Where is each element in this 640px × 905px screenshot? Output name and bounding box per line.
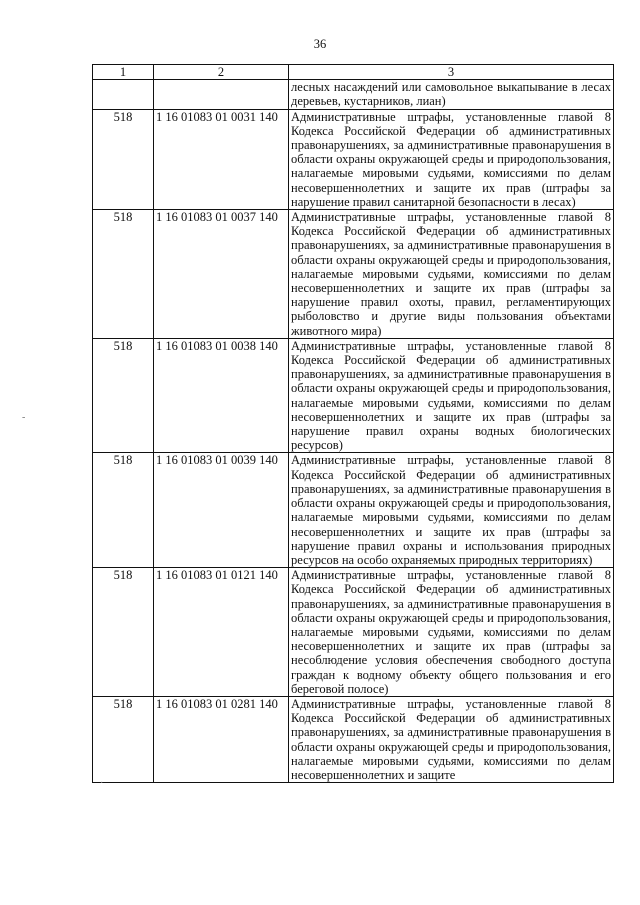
kbk-code-cell: 1 16 01083 01 0037 140 [154,210,289,339]
description-cell: Административные штрафы, установленные главой 8 Кодекса Российской Федерации об административных правонарушениях, за административные правонарушения в области охраны окружающей среды и природопользования, налагаемые мировыми судьями, комиссиями по делам несовершеннолетних и защите их прав (штрафы за нарушение правил охраны водных биологических ресурсов) [289,338,614,453]
table-row [93,696,614,782]
kbk-code-cell [154,80,289,109]
scan-artifact-mark: · [100,778,104,789]
column-header-3: 3 [289,65,614,80]
table-row [93,109,614,209]
table-row [93,210,614,339]
description-cell: лесных насаждений или самовольное выкапывание в лесах деревьев, кустарников, лиан) [289,80,614,109]
description-cell: Административные штрафы, установленные главой 8 Кодекса Российской Федерации об административных правонарушениях, за административные правонарушения в области охраны окружающей среды и природопользования, налагаемые мировыми судьями, комиссиями по делам несовершеннолетних и защите их прав (штрафы за несоблюдение условия обеспечения свободного доступа граждан к водному объекту общего пользования и его береговой полосе) [289,568,614,697]
description-cell: Административные штрафы, установленные главой 8 Кодекса Российской Федерации об административных правонарушениях, за административные правонарушения в области охраны окружающей среды и природопользования, налагаемые мировыми судьями, комиссиями по делам несовершеннолетних и защите их прав (штрафы за нарушение правил охраны и использования природных ресурсов на особо охраняемых природных территориях) [289,453,614,568]
admin-code-cell: 518 [93,453,154,568]
admin-code-cell [93,80,154,109]
budget-codes-table [92,64,614,783]
kbk-code-cell: 1 16 01083 01 0281 140 [154,696,289,782]
admin-code-cell: 518 [93,568,154,697]
column-header-1: 1 [93,65,154,80]
description-cell: Административные штрафы, установленные главой 8 Кодекса Российской Федерации об административных правонарушениях, за административные правонарушения в области охраны окружающей среды и природопользования, налагаемые мировыми судьями, комиссиями по делам несовершеннолетних и защите [289,696,614,782]
admin-code-cell: 518 [93,210,154,339]
table-row [93,453,614,568]
table-row [93,568,614,697]
admin-code-cell: 518 [93,109,154,209]
table-row [93,80,614,109]
kbk-code-cell: 1 16 01083 01 0039 140 [154,453,289,568]
admin-code-cell: 518 [93,696,154,782]
kbk-code-cell: 1 16 01083 01 0121 140 [154,568,289,697]
table-row [93,338,614,453]
admin-code-cell: 518 [93,338,154,453]
table-header-row [93,65,614,80]
kbk-code-cell: 1 16 01083 01 0031 140 [154,109,289,209]
description-cell: Административные штрафы, установленные главой 8 Кодекса Российской Федерации об административных правонарушениях, за административные правонарушения в области охраны окружающей среды и природопользования, налагаемые мировыми судьями, комиссиями по делам несовершеннолетних и защите их прав (штрафы за нарушение правил санитарной безопасности в лесах) [289,109,614,209]
description-cell: Административные штрафы, установленные главой 8 Кодекса Российской Федерации об административных правонарушениях, за административные правонарушения в области охраны окружающей среды и природопользования, налагаемые мировыми судьями, комиссиями по делам несовершеннолетних и защите их прав (штрафы за нарушение правил охоты, правил, регламентирующих рыболовство и другие виды пользования объектами животного мира) [289,210,614,339]
column-header-2: 2 [154,65,289,80]
page-number: 36 [313,37,327,51]
scan-artifact-mark: - [22,412,26,423]
kbk-code-cell: 1 16 01083 01 0038 140 [154,338,289,453]
